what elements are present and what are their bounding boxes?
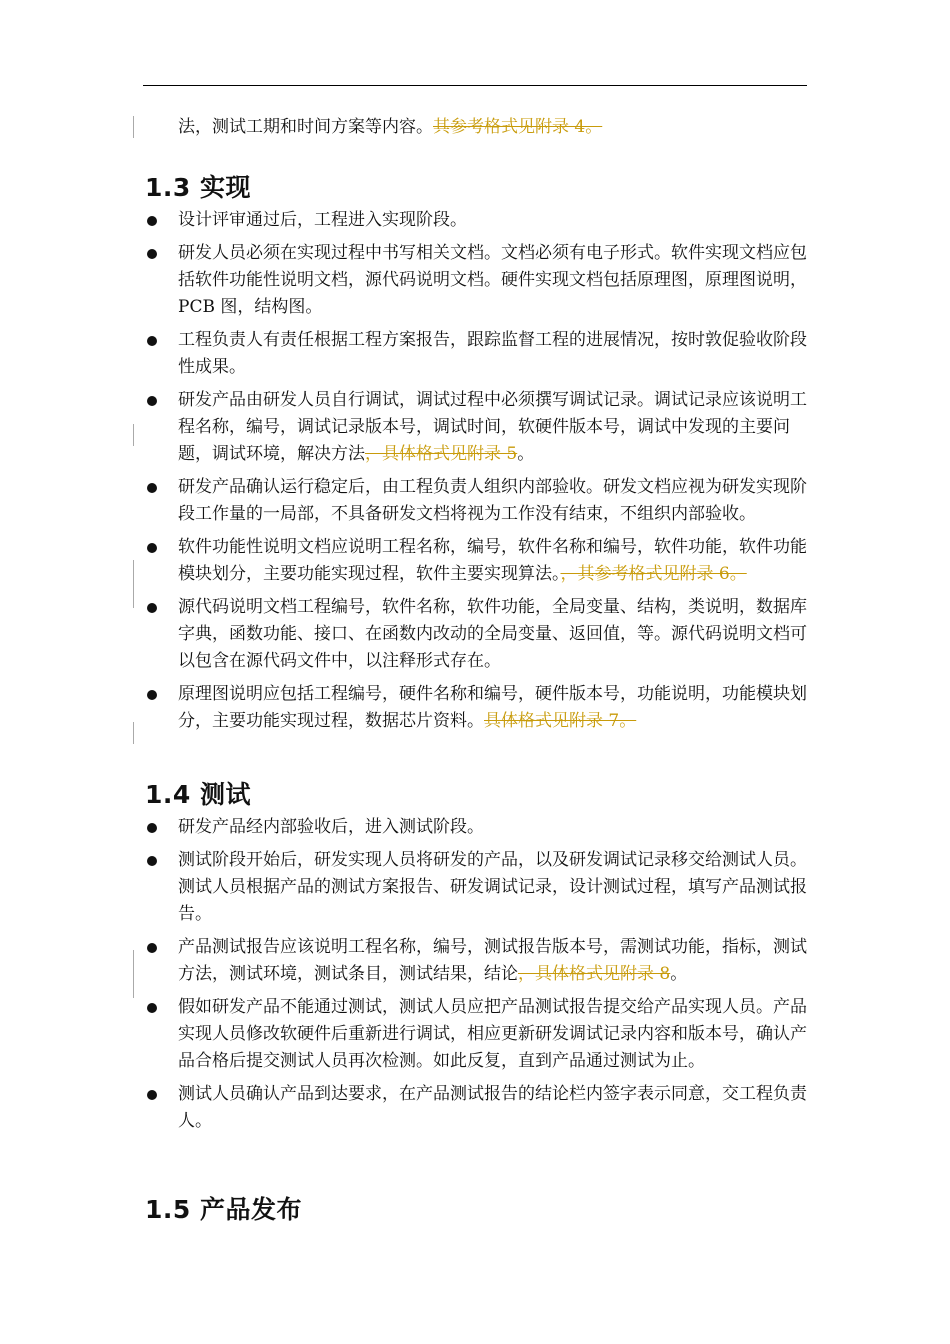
bullet-icon (147, 483, 157, 493)
item-text: 设计评审通过后，工程进入实现阶段。 (178, 210, 467, 230)
list-item (0, 594, 810, 675)
item-text: 软件功能性说明文档应说明工程名称，编号，软件名称和编号，软件功能，软件功能模块划分，主要功能实现过程，软件主要实现算法。 (178, 537, 807, 584)
bullet-icon (147, 249, 157, 259)
bullet-icon (147, 690, 157, 700)
bullet-icon (147, 396, 157, 406)
deleted-text: 具体格式见附录 7。 (484, 711, 637, 731)
item-text: 产品测试报告应该说明工程名称，编号，测试报告版本号，需测试功能，指标，测试方法，测试环境，测试条目，测试结果，结论 (178, 937, 807, 984)
list-item (0, 934, 810, 988)
list-item (0, 847, 810, 928)
section-heading: 1.3 实现 (145, 173, 251, 202)
list-item (0, 387, 810, 468)
item-text: 研发产品确认运行稳定后，由工程负责人组织内部验收。研发文档应视为研发实现阶段工作量的一局部，不具备研发文档将视为工作没有结束，不组织内部验收。 (178, 477, 807, 524)
item-text: 工程负责人有责任根据工程方案报告，跟踪监督工程的进展情况，按时敦促验收阶段性成果。 (178, 330, 807, 377)
bullet-icon (147, 216, 157, 226)
item-text: 假如研发产品不能通过测试，测试人员应把产品测试报告提交给产品实现人员。产品实现人员修改软硬件后重新进行调试，相应更新研发调试记录内容和版本号，确认产品合格后提交测试人员再次检测。如此反复，直到产品通过测试为止。 (178, 997, 807, 1071)
bullet-icon (147, 543, 157, 553)
deleted-text: 其参考格式见附录 4。 (433, 117, 603, 137)
bullet-icon (147, 336, 157, 346)
bullet-icon (147, 1090, 157, 1100)
list-item (0, 240, 810, 321)
deleted-text: ，具体格式见附录 8 (518, 964, 671, 984)
bullet-list (0, 207, 950, 735)
item-text: 研发人员必须在实现过程中书写相关文档。文档必须有电子形式。软件实现文档应包括软件功能性说明文档，源代码说明文档。硬件实现文档包括原理图，原理图说明，PCB 图，结构图。 (178, 243, 807, 317)
list-item (0, 474, 810, 528)
item-text: 测试人员确认产品到达要求，在产品测试报告的结论栏内签字表示同意，交工程负责人。 (178, 1084, 807, 1131)
bullet-icon (147, 856, 157, 866)
revision-bar (133, 116, 134, 138)
section-heading: 1.4 测试 (145, 780, 251, 809)
list-item (0, 994, 810, 1075)
item-text-tail: 。 (670, 964, 688, 984)
bullet-list (0, 814, 950, 1135)
item-text: 研发产品经内部验收后，进入测试阶段。 (178, 817, 484, 837)
header-rule (143, 85, 807, 86)
paragraph-text: 法，测试工期和时间方案等内容。 (178, 117, 433, 137)
list-item (0, 207, 810, 234)
list-item (0, 814, 810, 841)
deleted-text: ，具体格式见附录 5 (365, 444, 518, 464)
item-text: 源代码说明文档工程编号，软件名称，软件功能，全局变量、结构，类说明，数据库字典，函数功能、接口、在函数内改动的全局变量、返回值，等。源代码说明文档可以包含在源代码文件中，以注释形式存在。 (178, 597, 807, 671)
list-item (0, 534, 810, 588)
item-text: 原理图说明应包括工程编号，硬件名称和编号，硬件版本号，功能说明，功能模块划分，主要功能实现过程，数据芯片资料。 (178, 684, 807, 731)
list-item (0, 681, 810, 735)
bullet-icon (147, 1003, 157, 1013)
item-text: 研发产品由研发人员自行调试，调试过程中必须撰写调试记录。调试记录应该说明工程名称，编号，调试记录版本号，调试时间，软硬件版本号，调试中发现的主要问题，调试环境，解决方法 (178, 390, 807, 464)
bullet-icon (147, 943, 157, 953)
item-text: 测试阶段开始后，研发实现人员将研发的产品，以及研发调试记录移交给测试人员。测试人员根据产品的测试方案报告、研发调试记录，设计测试过程，填写产品测试报告。 (178, 850, 807, 924)
item-text-tail: 。 (517, 444, 535, 464)
bullet-icon (147, 823, 157, 833)
continued-paragraph (178, 114, 808, 141)
deleted-text: ，其参考格式见附录 6。 (560, 564, 747, 584)
bullet-icon (147, 603, 157, 613)
section-heading: 1.5 产品发布 (145, 1195, 302, 1224)
list-item (0, 327, 810, 381)
list-item (0, 1081, 810, 1135)
